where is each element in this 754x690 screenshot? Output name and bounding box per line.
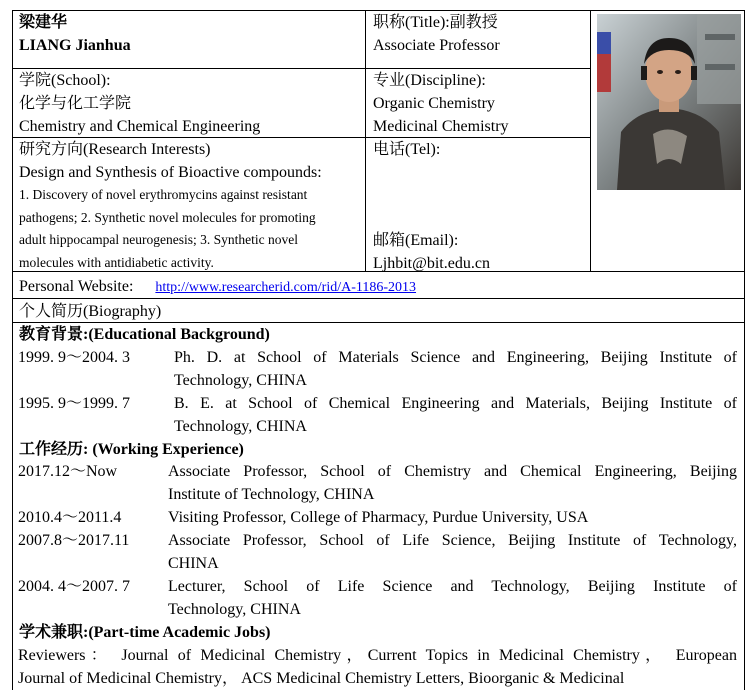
education-entry [18, 392, 737, 438]
tel-label: 电话(Tel): [373, 141, 441, 158]
work-heading: 工作经历: (Working Experience) [19, 441, 244, 458]
research-line: molecules with antidiabetic activity. [19, 254, 214, 270]
profile-photo [597, 14, 741, 190]
entry-line: Institute of Technology, CHINA [168, 486, 375, 503]
entry-date: 1995. 9～1999. 7 [18, 395, 131, 412]
entry-line: Technology, CHINA [174, 418, 307, 435]
email-label: 邮箱(Email): [373, 232, 459, 249]
work-entry [18, 529, 737, 575]
entry-date: 2007.8～2017.11 [18, 532, 130, 549]
research-line: adult hippocampal neurogenesis; 3. Synthetic novel [19, 232, 298, 247]
tel-cell [367, 138, 440, 161]
jobs-line: Journal of Medicinal Chemistry， ACS Medicinal Chemistry Letters, Bioorganic & Medicinal [18, 670, 625, 687]
title-value: Associate Professor [373, 37, 500, 54]
jobs-text [18, 644, 737, 690]
entry-date: 2017.12～Now [18, 463, 118, 480]
cell-divider [590, 10, 591, 272]
entry-date: 2004. 4～2007. 7 [18, 578, 131, 595]
entry-line: Technology, CHINA [168, 601, 301, 618]
school-cn: 化学与化工学院 [19, 95, 132, 112]
cell-divider [365, 10, 366, 272]
research-line: 1. Discovery of novel erythromycins against resistant [19, 187, 308, 202]
website-row [13, 275, 416, 299]
entry-date: 2010.4～2011.4 [18, 509, 122, 526]
research-line: pathogens; 2. Synthetic novel molecules for promoting [19, 209, 316, 225]
entry-line: Visiting Professor, College of Pharmacy, Purdue University, USA [168, 509, 589, 526]
school-en: Chemistry and Chemical Engineering [19, 118, 261, 135]
research-label: 研究方向(Research Interests) [19, 141, 211, 158]
biography-heading: 个人简历(Biography) [19, 303, 162, 320]
title-cell [367, 11, 500, 57]
jobs-heading: 学术兼职:(Part-time Academic Jobs) [19, 624, 271, 641]
work-entry [18, 506, 737, 529]
entry-line: CHINA [168, 555, 219, 572]
website-link[interactable]: http://www.researcherid.com/rid/A-1186-2013 [155, 280, 417, 295]
education-heading: 教育背景:(Educational Background) [19, 326, 270, 343]
entry-line: Associate Professor, School of Chemistry and Chemical Engineering, Beijing [168, 463, 737, 480]
entry-line: Technology, CHINA [174, 372, 307, 389]
work-entry [18, 460, 737, 506]
entry-line: Ph. D. at School of Materials Science and Engineering, Beijing Institute of [174, 349, 737, 366]
education-entry [18, 346, 737, 392]
work-entry [18, 575, 737, 621]
portrait-image [597, 14, 741, 190]
title-label: 职称(Title):副教授 [373, 14, 498, 31]
discipline-label: 专业(Discipline): [373, 72, 486, 89]
research-heading: Design and Synthesis of Bioactive compounds: [19, 164, 322, 181]
research-cell [13, 138, 322, 274]
name-en: LIANG Jianhua [19, 37, 131, 54]
email-cell [367, 229, 490, 275]
website-label: Personal Website: [19, 278, 134, 295]
entry-line: Associate Professor, School of Life Science, Beijing Institute of Technology, [168, 532, 737, 549]
school-cell [13, 69, 260, 138]
entry-line: Lecturer, School of Life Science and Technology, Beijing Institute of [168, 578, 737, 595]
jobs-line: Reviewers： Journal of Medicinal Chemistry，Current Topics in Medicinal Chemistry， European [18, 647, 737, 664]
entry-date: 1999. 9～2004. 3 [18, 349, 131, 366]
name-cn: 梁建华 [19, 14, 68, 31]
school-label: 学院(School): [19, 72, 111, 89]
discipline-cell [367, 69, 509, 138]
discipline-1: Organic Chemistry [373, 95, 495, 112]
name-cell [13, 11, 131, 57]
entry-line: B. E. at School of Chemical Engineering and Materials, Beijing Institute of [174, 395, 737, 412]
discipline-2: Medicinal Chemistry [373, 118, 509, 135]
email-value: Ljhbit@bit.edu.cn [373, 255, 490, 272]
